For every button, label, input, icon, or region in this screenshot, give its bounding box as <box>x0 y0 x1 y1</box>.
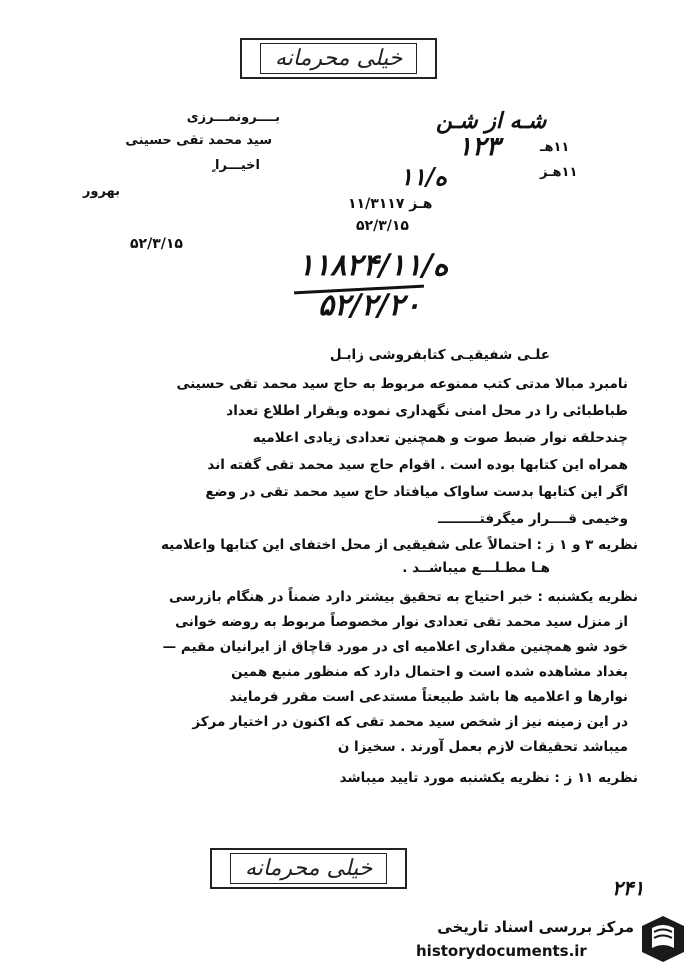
ref-date: ۵۲/۳/۱۵ <box>356 218 409 234</box>
note-line: نظریه ۳ و ۱ ز : احتمالاً علی شفیقیی از محل اختفای این کتابها واعلامیه <box>161 537 638 553</box>
note-line: از منزل سید محمد تقی تعدادی نوار مخصوصاً مربوط به روضه خوانی <box>175 614 628 630</box>
note-line: در این زمینه نیز از شخص سید محمد تقی که اکنون در اختیار مرکز <box>192 714 628 730</box>
body-line: وخیمی قــــرار میگرفتـــــــــ <box>438 511 628 527</box>
archive-site-url: historydocuments.ir <box>416 942 587 960</box>
date-left: ۵۲/۳/۱۵ <box>130 236 183 252</box>
body-line: اگر این کتابها بدست ساواک میافتاد حاج سید محمد تقی در وضع <box>205 484 628 500</box>
note-line: میباشد تحقیقات لازم بعمل آورند . سخیزا ن <box>337 739 628 755</box>
handwritten-ref-date: ۵۲/۲/۲۰ <box>318 288 421 323</box>
report-subject: علـی شفیقیـی کتابفروشی زابـل <box>329 347 550 363</box>
body-line: همراه این کتابها بوده است . اقوام حاج سید محمد تقی گفته اند <box>207 457 628 473</box>
body-line: نامبرد مبالا مدتی کتب ممنوعه مربوط به حاج سید محمد تقی حسینی <box>176 376 628 392</box>
note-line: نظریه ۱۱ ز : نظریه یکشنبه مورد تایید میباشد <box>339 770 638 786</box>
archive-org-name: مرکز بررسی اسناد تاریخی <box>437 918 634 936</box>
location-line: بهرور <box>82 184 120 199</box>
ref-line-2: ۱۱هـز <box>540 165 578 180</box>
page-number: ۲۴۱ <box>612 876 645 900</box>
handwritten-mid-ref: ۱۱/ه <box>400 162 448 191</box>
subject-person-name: سید محمد تقی حسینی <box>125 133 272 148</box>
note-line: نوارها و اعلامیه ها باشد طبیعتاً مستدعی است مقرر فرمایند <box>229 689 628 705</box>
note-line: نظریه یکشنبه : خبر احتیاج به تحقیق بیشتر دارد ضمناً در هنگام بازرسی <box>169 589 638 605</box>
ref-line-1: ۱۱هـ <box>540 140 570 155</box>
body-line: چندحلقه نوار ضبط صوت و همچنین تعدادی زیادی اعلامیه <box>252 430 628 446</box>
top-confidential-stamp: خیلی محرمانه <box>240 38 437 79</box>
bottom-confidential-stamp: خیلی محرمانه <box>210 848 407 889</box>
ref-number: ۱۱/۳۱۱۷ هـز <box>348 196 433 212</box>
recipient-line: بــــرونمـــرزی <box>186 110 280 125</box>
body-line: طباطبائی را در محل امنی نگهداری نموده وبقرار اطلاع تعداد <box>226 403 628 419</box>
handwritten-number: ۱۲۳ <box>458 132 500 162</box>
status-line: اخیـــرا ٍ <box>210 158 260 173</box>
note-line: هـا مطـلـــع میباشــد . <box>402 560 550 576</box>
note-line: بغداد مشاهده شده است و احتمال دارد که منظور منبع همین <box>231 664 628 680</box>
handwritten-note: شـه از شـن <box>436 108 547 134</box>
archive-logo-icon <box>640 914 686 964</box>
handwritten-ref-number: ۱۱۸۲۴/۱۱/ه <box>298 248 449 283</box>
note-line: خود شو همچنین مقداری اعلامیه ای در مورد قاچاق از ایرانیان مقیم — <box>162 639 628 655</box>
